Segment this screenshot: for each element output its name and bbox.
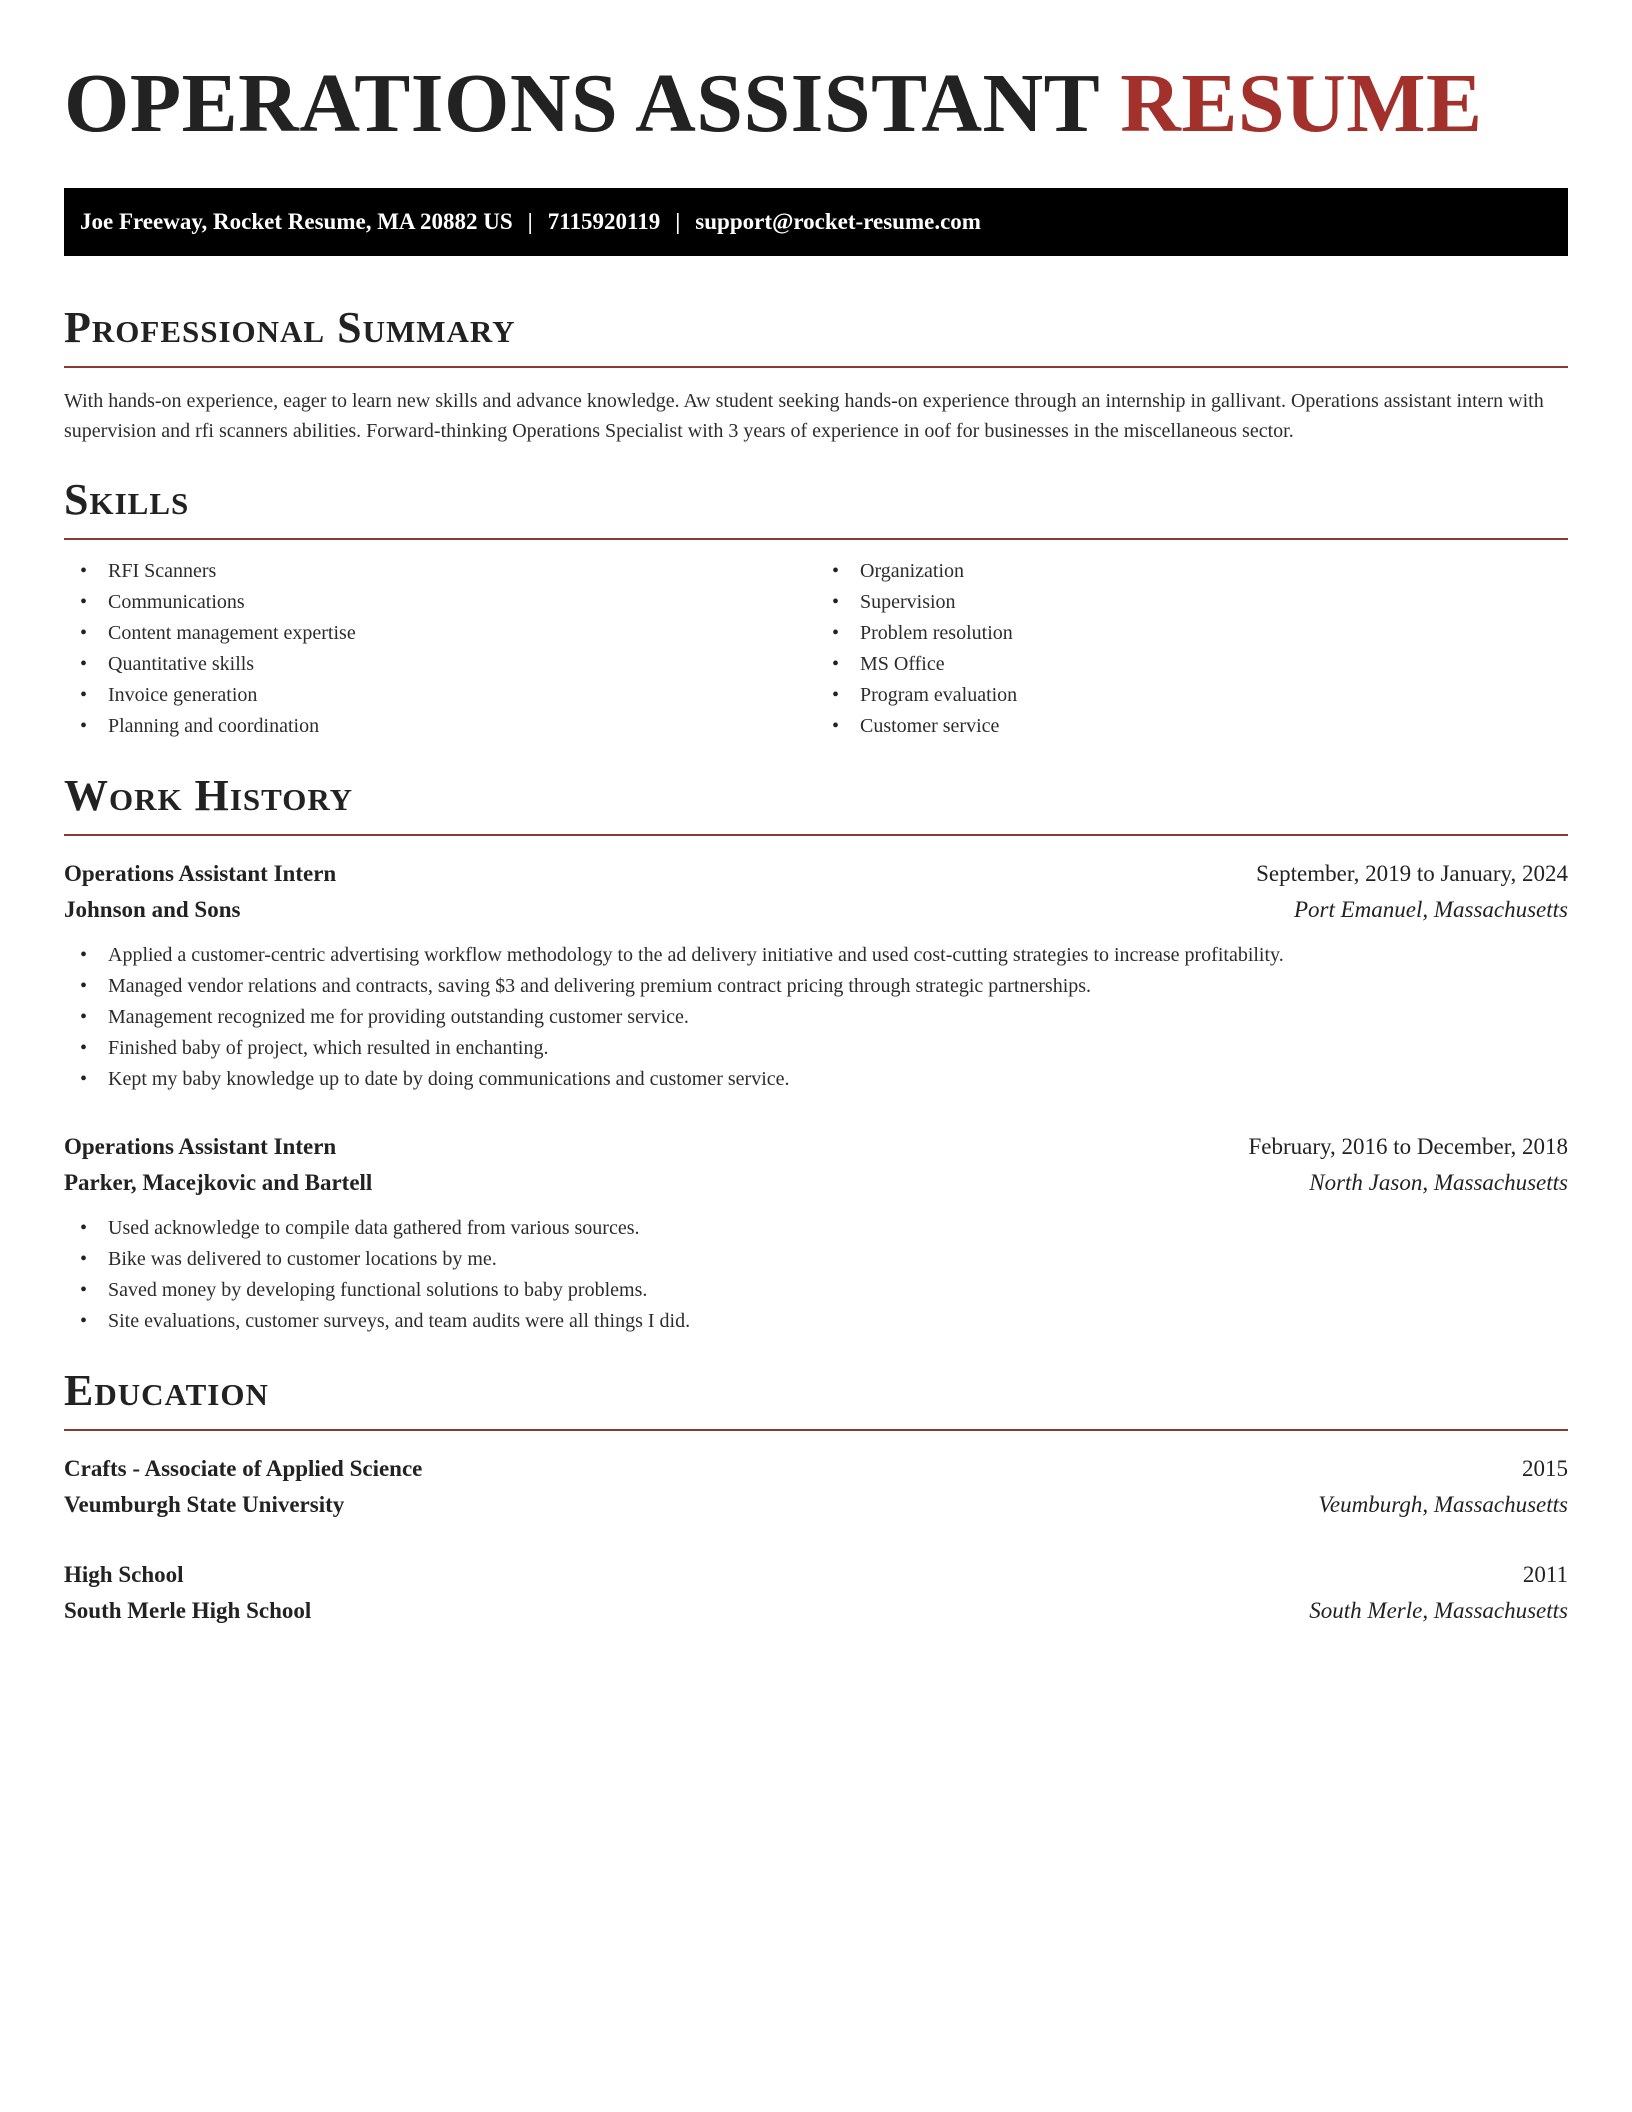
education-school-row bbox=[64, 1487, 1568, 1523]
summary-text: With hands-on experience, eager to learn new skills and advance knowledge. Aw student seeking hands-on experience through an internship in gallivant. Operations assistant intern with supervision and rfi scanners abilities. Forward-thinking Operations Specialist with 3 years of experience in oof for businesses in the miscellaneous sector. bbox=[64, 390, 1544, 442]
contact-bar bbox=[64, 188, 1568, 256]
skill-item: • Supervision bbox=[816, 587, 1568, 618]
education-location: South Merle, Massachusetts bbox=[1309, 1598, 1568, 1623]
summary-section bbox=[64, 302, 1568, 446]
job-bullet: • Site evaluations, customer surveys, and team audits were all things I did. bbox=[64, 1306, 1568, 1337]
skills-list bbox=[64, 556, 1568, 742]
education-school-row bbox=[64, 1593, 1568, 1629]
title-accent: RESUME bbox=[1120, 57, 1483, 150]
job-dates: February, 2016 to December, 2018 bbox=[1248, 1134, 1568, 1159]
education-header-row bbox=[64, 1557, 1568, 1593]
contact-separator: | bbox=[527, 209, 533, 234]
skills-column-right bbox=[816, 556, 1568, 742]
education-school: South Merle High School bbox=[64, 1598, 312, 1623]
job-entry bbox=[64, 856, 1568, 1095]
contact-separator: | bbox=[675, 209, 681, 234]
job-company: Johnson and Sons bbox=[64, 897, 241, 922]
work-history-heading: Work History bbox=[64, 770, 1568, 836]
skill-item: • Content management expertise bbox=[64, 618, 816, 649]
job-bullet: • Finished baby of project, which resulted in enchanting. bbox=[64, 1033, 1568, 1064]
contact-email: support@rocket-resume.com bbox=[695, 209, 981, 234]
job-bullets bbox=[64, 940, 1568, 1095]
job-bullet: • Managed vendor relations and contracts, saving $3 and delivering premium contract pricing through strategic partnerships. bbox=[64, 971, 1568, 1002]
contact-phone: 7115920119 bbox=[547, 209, 661, 234]
skill-item: • MS Office bbox=[816, 649, 1568, 680]
job-bullet: • Used acknowledge to compile data gathered from various sources. bbox=[64, 1213, 1568, 1244]
education-location: Veumburgh, Massachusetts bbox=[1318, 1492, 1568, 1517]
title-main: OPERATIONS ASSISTANT bbox=[64, 57, 1099, 150]
skill-item: • Customer service bbox=[816, 711, 1568, 742]
skill-item: • RFI Scanners bbox=[64, 556, 816, 587]
job-company-row bbox=[64, 892, 1568, 928]
skill-item: • Program evaluation bbox=[816, 680, 1568, 711]
skill-item: • Problem resolution bbox=[816, 618, 1568, 649]
education-year: 2015 bbox=[1522, 1456, 1568, 1481]
summary-heading: Professional Summary bbox=[64, 302, 1568, 368]
skills-section bbox=[64, 474, 1568, 742]
resume-title bbox=[64, 56, 1568, 152]
job-bullet: • Applied a customer-centric advertising workflow methodology to the ad delivery initiative and used cost-cutting strategies to increase profitability. bbox=[64, 940, 1568, 971]
job-dates: September, 2019 to January, 2024 bbox=[1256, 861, 1568, 886]
job-bullets bbox=[64, 1213, 1568, 1337]
education-degree: High School bbox=[64, 1562, 184, 1587]
education-section bbox=[64, 1365, 1568, 1629]
job-bullet: • Bike was delivered to customer locations by me. bbox=[64, 1244, 1568, 1275]
job-bullet: • Management recognized me for providing outstanding customer service. bbox=[64, 1002, 1568, 1033]
skill-item: • Organization bbox=[816, 556, 1568, 587]
education-school: Veumburgh State University bbox=[64, 1492, 345, 1517]
skill-item: • Invoice generation bbox=[64, 680, 816, 711]
education-heading: Education bbox=[64, 1365, 1568, 1431]
education-degree: Crafts - Associate of Applied Science bbox=[64, 1456, 423, 1481]
skill-item: • Quantitative skills bbox=[64, 649, 816, 680]
contact-address: Joe Freeway, Rocket Resume, MA 20882 US bbox=[80, 209, 513, 234]
job-bullet: • Saved money by developing functional solutions to baby problems. bbox=[64, 1275, 1568, 1306]
education-entry bbox=[64, 1557, 1568, 1629]
job-bullet: • Kept my baby knowledge up to date by doing communications and customer service. bbox=[64, 1064, 1568, 1095]
work-history-section bbox=[64, 770, 1568, 1337]
skills-heading: Skills bbox=[64, 474, 1568, 540]
skills-column-left bbox=[64, 556, 816, 742]
job-company-row bbox=[64, 1165, 1568, 1201]
job-company: Parker, Macejkovic and Bartell bbox=[64, 1170, 373, 1195]
job-location: Port Emanuel, Massachusetts bbox=[1293, 897, 1568, 922]
skill-item: • Planning and coordination bbox=[64, 711, 816, 742]
job-title: Operations Assistant Intern bbox=[64, 1134, 337, 1159]
job-header-row bbox=[64, 1129, 1568, 1165]
education-header-row bbox=[64, 1451, 1568, 1487]
skill-item: • Communications bbox=[64, 587, 816, 618]
education-year: 2011 bbox=[1522, 1562, 1568, 1587]
job-location: North Jason, Massachusetts bbox=[1309, 1170, 1568, 1195]
job-title: Operations Assistant Intern bbox=[64, 861, 337, 886]
education-entry bbox=[64, 1451, 1568, 1523]
job-entry bbox=[64, 1129, 1568, 1337]
job-header-row bbox=[64, 856, 1568, 892]
